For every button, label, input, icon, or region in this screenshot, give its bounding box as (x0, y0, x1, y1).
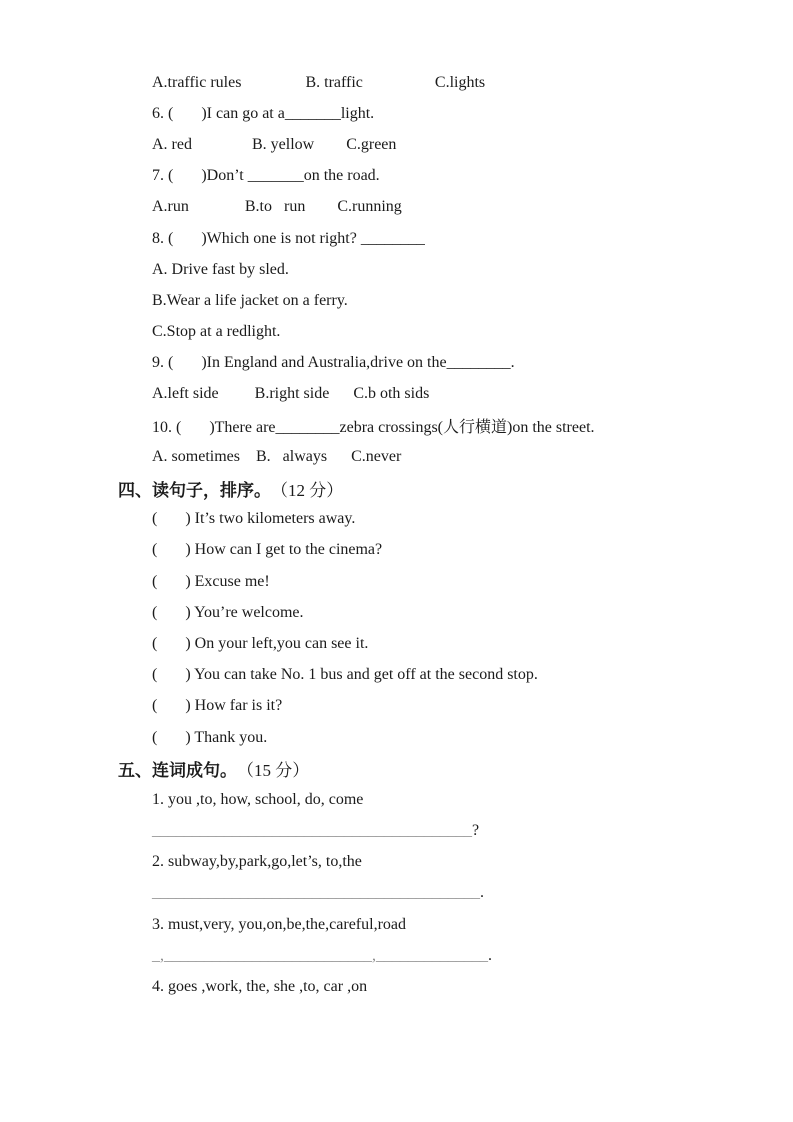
unscramble-words: 3. must,very, you,on,be,the,careful,road (152, 915, 406, 933)
section-five-heading (0, 753, 793, 784)
answer-blank (0, 940, 793, 971)
choice-option-row: A. sometimes B. always C.never (152, 447, 402, 465)
blank-underline: _,__________________________,______________ (152, 946, 488, 964)
sequencing-item: ( ) You’re welcome. (152, 603, 304, 621)
section-heading-score: （12 分） (271, 480, 344, 500)
section-four-heading (0, 472, 793, 503)
blank-underline: ________________________________________ (152, 822, 472, 840)
test-paper-page (0, 67, 793, 1003)
blank-punctuation: . (480, 884, 484, 902)
blank-underline: _________________________________________ (152, 884, 480, 902)
question-line: 8. ( )Which one is not right? ________ (152, 229, 425, 247)
question-line: 10. ( )There are________zebra crossings(人行横道)on the street. (152, 419, 595, 437)
blank-punctuation: . (488, 946, 492, 964)
question-line: 7. ( )Don’t _______on the road. (152, 167, 380, 185)
sequencing-item: ( ) It’s two kilometers away. (152, 510, 356, 528)
question-line: 6. ( )I can go at a_______light. (152, 104, 375, 122)
answer-blank (0, 816, 793, 847)
section-heading-title: 四、读句子，排序。 (118, 480, 271, 500)
choice-option-line: C.Stop at a redlight. (152, 323, 281, 341)
unscramble-words: 4. goes ,work, the, she ,to, car ,on (152, 978, 368, 996)
unscramble-words: 2. subway,by,park,go,let’s, to,the (152, 853, 362, 871)
unscramble-words: 1. you ,to, how, school, do, come (152, 790, 364, 808)
blank-punctuation: ? (472, 822, 480, 840)
choice-option-row: A.traffic rules B. traffic C.lights (152, 73, 486, 91)
sequencing-item: ( ) You can take No. 1 bus and get off at the second stop. (152, 666, 538, 684)
question-line: 9. ( )In England and Australia,drive on the________. (152, 354, 515, 372)
sequencing-item: ( ) Thank you. (152, 728, 268, 746)
choice-option-row: A.run B.to run C.running (152, 198, 402, 216)
sequencing-item: ( ) On your left,you can see it. (152, 634, 369, 652)
choice-option-line: A. Drive fast by sled. (152, 260, 289, 278)
section-heading-score: （15 分） (237, 761, 310, 781)
sequencing-item: ( ) Excuse me! (152, 572, 270, 590)
answer-blank (0, 878, 793, 909)
section-heading-title: 五、连词成句。 (118, 761, 237, 781)
choice-option-line: B.Wear a life jacket on a ferry. (152, 291, 348, 309)
choice-option-row: A.left side B.right side C.b oth sids (152, 385, 430, 403)
sequencing-item: ( ) How can I get to the cinema? (152, 541, 383, 559)
choice-option-row: A. red B. yellow C.green (152, 135, 397, 153)
sequencing-item: ( ) How far is it? (152, 697, 283, 715)
